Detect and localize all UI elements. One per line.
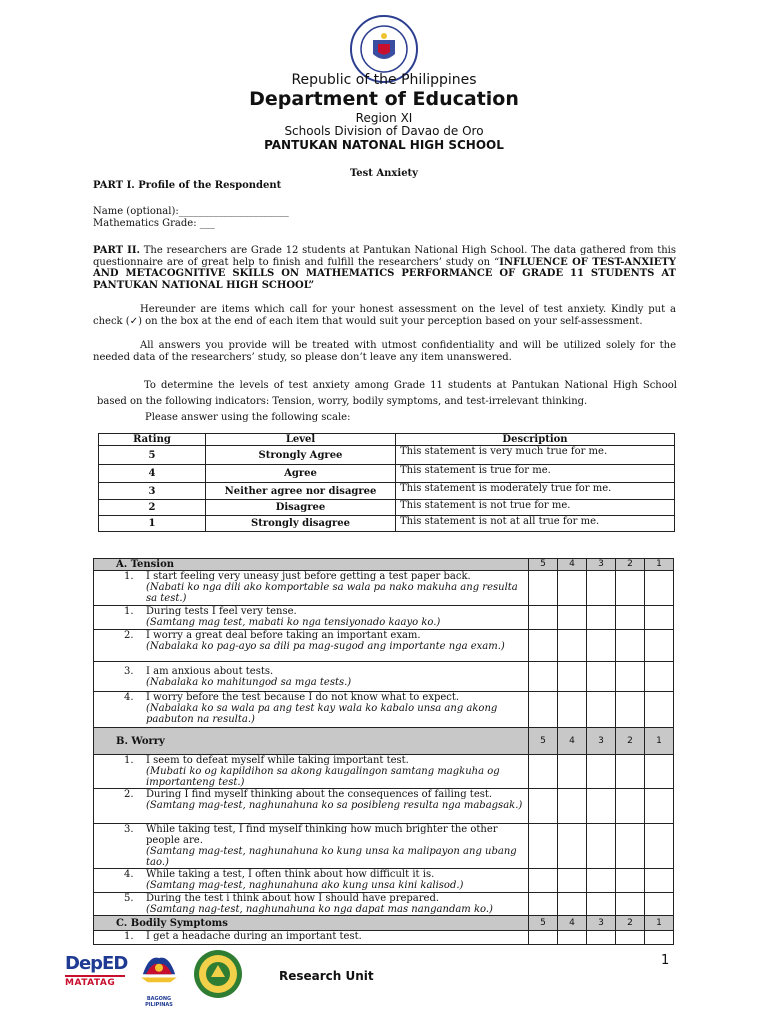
section-title: C. Bodily Symptoms: [94, 916, 529, 931]
checkbox-4[interactable]: [558, 931, 587, 945]
checkbox-3[interactable]: [587, 662, 616, 692]
checkbox-1[interactable]: [645, 931, 674, 945]
item-text: I worry before the test because I do not know what to expect.: [146, 692, 460, 703]
item-text: I worry a great deal before taking an important exam.: [146, 630, 421, 641]
scale-header-row: [99, 434, 675, 446]
rating-column-4: 4: [558, 916, 587, 931]
checkbox-1[interactable]: [645, 606, 674, 630]
study-title: INFLUENCE OF TEST-ANXIETY AND METACOGNITIVE SKILLS ON MATHEMATICS PERFORMANCE OF GRADE 11 STUDENTS AT PANTUKAN NATIONAL HIGH SCHOOL”: [93, 256, 676, 291]
survey-item: [94, 789, 529, 824]
page-footer: [0, 945, 768, 1024]
scale-rating: 4: [99, 465, 206, 483]
item-number: 1.: [124, 931, 134, 942]
item-translation: (Samtang mag-test, naghunahuna ako kung unsa kini kalisod.): [146, 880, 464, 891]
research-unit-label: Research Unit: [279, 969, 374, 983]
item-text: While taking a test, I often think about how difficult it is.: [146, 869, 435, 880]
scale-rating: 3: [99, 483, 206, 500]
scale-row: [99, 516, 675, 532]
checkbox-3[interactable]: [587, 893, 616, 916]
rating-column-3: 3: [587, 916, 616, 931]
scale-row: [99, 465, 675, 483]
region-line: Region XI: [355, 111, 413, 125]
survey-item: [94, 692, 529, 728]
survey-item-row: [94, 692, 674, 728]
survey-item-row: [94, 931, 674, 945]
rating-column-4: 4: [558, 559, 587, 571]
deped-logo-text: DepED: [65, 953, 128, 974]
page-number: 1: [661, 953, 670, 968]
scale-level: Agree: [206, 465, 396, 483]
checkbox-3[interactable]: [587, 789, 616, 824]
checkbox-1[interactable]: [645, 893, 674, 916]
rating-column-2: 2: [616, 559, 645, 571]
checkbox-2[interactable]: [616, 571, 645, 606]
school-seal-icon: [193, 949, 243, 999]
checkbox-1[interactable]: [645, 571, 674, 606]
checkbox-2[interactable]: [616, 869, 645, 893]
section-title: B. Worry: [94, 728, 529, 755]
objective-paragraph: To determine the levels of test anxiety among Grade 11 students at Pantukan National High School based on the following indicators: Tension, worry, bodily symptoms, and test-irrelevant thinking.: [97, 380, 677, 407]
survey-item: [94, 893, 529, 916]
checkbox-1[interactable]: [645, 824, 674, 869]
checkbox-2[interactable]: [616, 692, 645, 728]
survey-item-row: [94, 571, 674, 606]
survey-item-row: [94, 662, 674, 692]
survey-item-row: [94, 824, 674, 869]
checkbox-5[interactable]: [529, 692, 558, 728]
rating-column-1: 1: [645, 559, 674, 571]
rating-column-4: 4: [558, 728, 587, 755]
item-text: I seem to defeat myself while taking important test.: [146, 755, 409, 766]
survey-item: [94, 571, 529, 606]
part2-text: The researchers are Grade 12 students at Pantukan National High School. The data gathered from this questionnaire are of great help to finish and fulfill the researchers’ study on “: [93, 245, 677, 268]
checkbox-3[interactable]: [587, 606, 616, 630]
checkbox-3[interactable]: [587, 931, 616, 945]
rating-column-1: 1: [645, 916, 674, 931]
checkbox-4[interactable]: [558, 662, 587, 692]
checkbox-3[interactable]: [587, 869, 616, 893]
survey-item: [94, 662, 529, 692]
item-number: 1.: [124, 755, 134, 766]
survey-item: [94, 931, 529, 945]
checkbox-5[interactable]: [529, 824, 558, 869]
item-number: 4.: [124, 869, 134, 880]
scale-description: This statement is not true for me.: [396, 500, 675, 516]
checkbox-1[interactable]: [645, 789, 674, 824]
checkbox-5[interactable]: [529, 755, 558, 789]
instructions-text: Hereunder are items which call for your honest assessment on the level of test anxiety. Kindly put a check (✓) on the box at the end of each item that would suit your perception based on your self-assessment.: [93, 304, 676, 327]
rating-column-2: 2: [616, 916, 645, 931]
checkbox-4[interactable]: [558, 571, 587, 606]
part1-heading: PART I. Profile of the Respondent: [93, 180, 282, 191]
division-line: Schools Division of Davao de Oro: [284, 124, 484, 138]
checkbox-5[interactable]: [529, 869, 558, 893]
item-text: During tests I feel very tense.: [146, 606, 297, 617]
checkbox-5[interactable]: [529, 606, 558, 630]
item-number: 2.: [124, 789, 134, 800]
checkbox-4[interactable]: [558, 893, 587, 916]
checkbox-1[interactable]: [645, 662, 674, 692]
checkbox-4[interactable]: [558, 789, 587, 824]
checkbox-4[interactable]: [558, 606, 587, 630]
confidentiality-paragraph: [93, 340, 676, 363]
survey-item: [94, 869, 529, 893]
rating-column-3: 3: [587, 559, 616, 571]
scale-description: This statement is very much true for me.: [396, 446, 675, 465]
scale-description: This statement is moderately true for me.: [396, 483, 675, 500]
scale-header-description: Description: [396, 434, 675, 446]
department-name: Department of Education: [249, 88, 519, 110]
republic-line: Republic of the Philippines: [291, 72, 477, 88]
grade-field-line: Mathematics Grade: ___: [93, 218, 215, 229]
checkbox-2[interactable]: [616, 789, 645, 824]
checkbox-5[interactable]: [529, 893, 558, 916]
checkbox-3[interactable]: [587, 692, 616, 728]
checkbox-3[interactable]: [587, 571, 616, 606]
bagong-pilipinas-icon: [133, 950, 185, 992]
scale-level: Disagree: [206, 500, 396, 516]
checkbox-3[interactable]: [587, 630, 616, 662]
checkbox-2[interactable]: [616, 606, 645, 630]
survey-item-row: [94, 755, 674, 789]
checkbox-3[interactable]: [587, 755, 616, 789]
school-name: PANTUKAN NATONAL HIGH SCHOOL: [264, 138, 504, 152]
checkbox-5[interactable]: [529, 630, 558, 662]
item-number: 2.: [124, 630, 134, 641]
checkbox-1[interactable]: [645, 869, 674, 893]
checkbox-2[interactable]: [616, 630, 645, 662]
checkbox-5[interactable]: [529, 571, 558, 606]
rating-column-1: 1: [645, 728, 674, 755]
item-text: I start feeling very uneasy just before getting a test paper back.: [146, 571, 471, 582]
survey-item: [94, 755, 529, 789]
item-text: During the test i think about how I should have prepared.: [146, 893, 440, 904]
survey-item: [94, 630, 529, 662]
checkbox-2[interactable]: [616, 893, 645, 916]
item-translation: (Samtang mag-test, naghunahuna ko sa posibleng resulta nga mabagsak.): [146, 800, 523, 811]
item-translation: (Nabalaka ko pag-ayo sa dili pa mag-sugod ang importante nga exam.): [146, 641, 505, 652]
checkbox-5[interactable]: [529, 789, 558, 824]
scale-rating: 2: [99, 500, 206, 516]
rating-column-5: 5: [529, 559, 558, 571]
scale-level: Neither agree nor disagree: [206, 483, 396, 500]
item-text: I am anxious about tests.: [146, 665, 274, 677]
scale-description: This statement is not at all true for me.: [396, 516, 675, 532]
item-text: While taking test, I find myself thinking how much brighter the other people are.: [146, 824, 498, 846]
section-header-tension: [94, 559, 674, 571]
name-field-line: Name (optional):______________________: [93, 206, 289, 217]
checkbox-1[interactable]: [645, 755, 674, 789]
checkbox-3[interactable]: [587, 824, 616, 869]
scale-row: [99, 483, 675, 500]
survey-item: [94, 824, 529, 869]
rating-column-2: 2: [616, 728, 645, 755]
checkbox-4[interactable]: [558, 824, 587, 869]
item-number: 1.: [124, 606, 134, 617]
scale-header-rating: Rating: [99, 434, 206, 446]
item-text: During I find myself thinking about the consequences of failing test.: [146, 789, 493, 800]
scale-row: [99, 500, 675, 516]
scale-rating: 1: [99, 516, 206, 532]
part2-paragraph: [93, 245, 676, 291]
item-number: 3.: [124, 824, 134, 835]
survey-item-row: [94, 893, 674, 916]
rating-scale-table: [98, 433, 675, 532]
item-translation: (Nabalaka ko mahitungod sa mga tests.): [146, 676, 352, 688]
item-translation: (Nabalaka ko sa wala pa ang test kay wala ko kabalo unsa ang akong paabuton na resulta.): [146, 703, 498, 725]
scale-row: [99, 446, 675, 465]
item-translation: (Samtang nag-test, naghunahuna ko nga dapat mas nangandam ko.): [146, 904, 493, 915]
checkbox-4[interactable]: [558, 630, 587, 662]
item-number: 1.: [124, 571, 134, 582]
instructions-paragraph: [93, 304, 676, 327]
survey-item: [94, 606, 529, 630]
rating-column-5: 5: [529, 916, 558, 931]
matatag-text: MATATAG: [65, 978, 116, 988]
checkbox-4[interactable]: [558, 755, 587, 789]
item-number: 4.: [124, 692, 134, 703]
checkbox-2[interactable]: [616, 931, 645, 945]
bagong-pilipinas-text: BAGONG PILIPINAS: [145, 996, 173, 1008]
survey-item-row: [94, 606, 674, 630]
scale-description: This statement is true for me.: [396, 465, 675, 483]
item-translation: (Samtang mag-test, naghunahuna ko kung unsa ka malipayon ang ubang tao.): [146, 846, 517, 868]
item-text: I get a headache during an important test.: [146, 931, 362, 942]
checkbox-1[interactable]: [645, 692, 674, 728]
deped-matatag-logo: [65, 953, 128, 997]
survey-item-row: [94, 869, 674, 893]
survey-item-row: [94, 789, 674, 824]
survey-table: [93, 558, 674, 945]
item-translation: (Nabati ko nga dili ako komportable sa wala pa nako makuha ang resulta sa test.): [146, 582, 518, 604]
checkbox-2[interactable]: [616, 755, 645, 789]
section-title: A. Tension: [94, 559, 529, 571]
rating-column-3: 3: [587, 728, 616, 755]
section-header-bodily-symptoms: [94, 916, 674, 931]
checkbox-5[interactable]: [529, 662, 558, 692]
checkbox-2[interactable]: [616, 662, 645, 692]
checkbox-4[interactable]: [558, 869, 587, 893]
scale-level: Strongly Agree: [206, 446, 396, 465]
checkbox-2[interactable]: [616, 824, 645, 869]
scale-header-level: Level: [206, 434, 396, 446]
confidentiality-text: All answers you provide will be treated with utmost confidentiality and will be utilized solely for the needed data of the researchers’ study, so please don’t leave any item unanswered.: [93, 340, 676, 363]
bagong-pilipinas-logo: [133, 950, 185, 1008]
survey-item-row: [94, 630, 674, 662]
scale-rating: 5: [99, 446, 206, 465]
part2-label: PART II.: [93, 245, 140, 256]
item-translation: (Mubati ko og kapildihon sa akong kaugalingon samtang magkuha og importanteng test.): [146, 766, 500, 788]
item-number: 5.: [124, 893, 134, 904]
rating-column-5: 5: [529, 728, 558, 755]
checkbox-1[interactable]: [645, 630, 674, 662]
document-title: Test Anxiety: [350, 168, 418, 179]
checkbox-5[interactable]: [529, 931, 558, 945]
scale-level: Strongly disagree: [206, 516, 396, 532]
item-number: 3.: [124, 665, 134, 677]
item-translation: (Samtang mag test, mabati ko nga tensiyonado kaayo ko.): [146, 617, 441, 628]
checkbox-4[interactable]: [558, 692, 587, 728]
section-header-worry: [94, 728, 674, 755]
scale-instruction: Please answer using the following scale:: [145, 412, 351, 423]
